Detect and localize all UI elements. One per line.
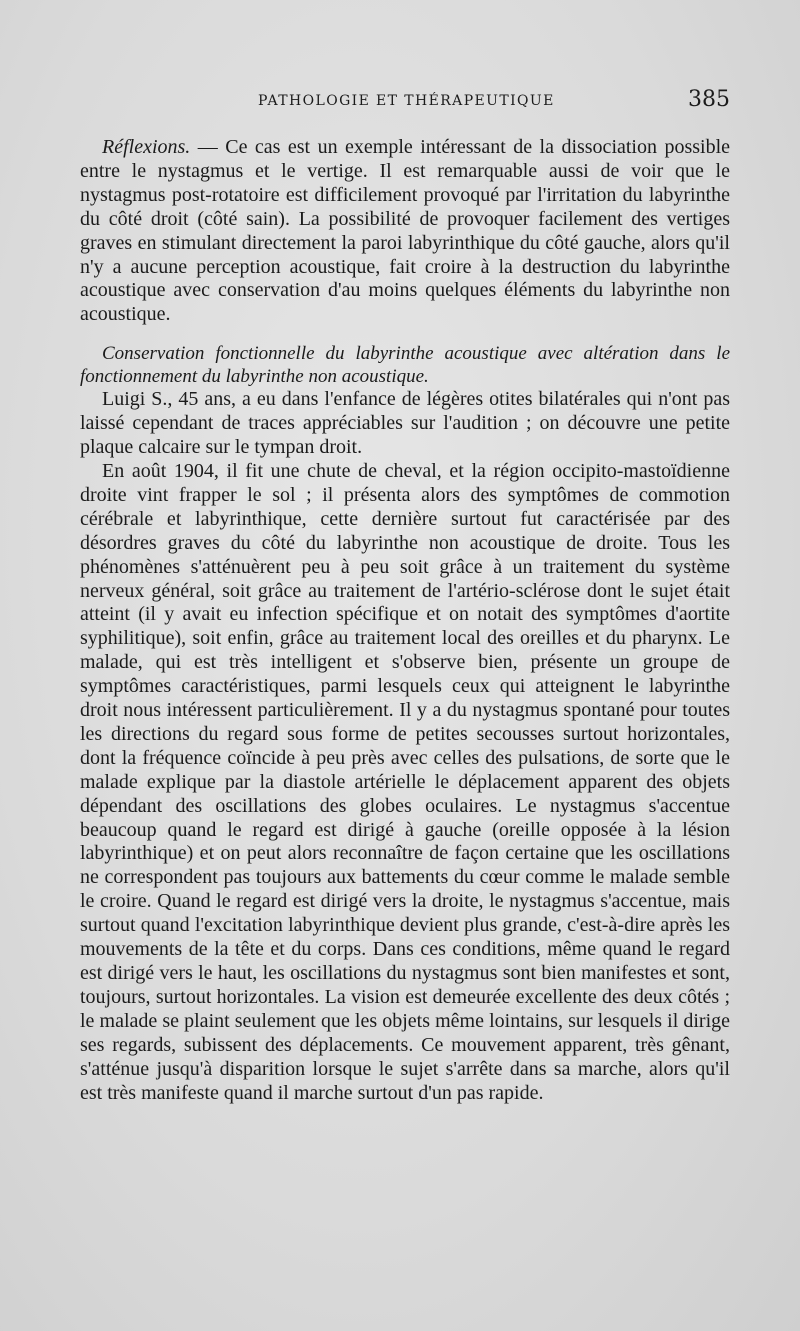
reflexions-text: — Ce cas est un exemple intéressant de la dissociation possible entre le nystagmus et le vertige. Il est remarquable aussi de voir que le nystagmus post-rotatoire est difficilement provoqué par l'irritation du labyrinthe du côté droit (côté sain). La possibilité de provoquer facilement des vertiges graves en stimulant directement la paroi labyrinthique du côté gauche, alors qu'il n'y a aucune perception acoustique, fait croire à la destruction du labyrinthe acoustique avec conservation d'au moins quelques éléments du labyrinthe non acoustique. <box>80 136 730 326</box>
page-number: 385 <box>688 87 730 112</box>
body-text <box>80 136 730 1105</box>
case-history-paragraph: En août 1904, il fit une chute de cheval, et la région occipito-mastoïdienne droite vint frapper le sol ; il présenta alors des symptômes de commotion cérébrale et labyrinthique, cette dernière surtout fut caractérisée par des désordres graves du côté du labyrinthe non acoustique de droite. Tous les phénomènes s'atténuèrent peu à peu soit grâce à un traitement du système nerveux général, soit grâce au traitement de l'artério-sclérose dont le sujet était atteint (il y avait eu infection spécifique et on notait des symptômes d'aortite syphilitique), soit enfin, grâce au traitement local des oreilles et du pharynx. Le malade, qui est très intelligent et s'observe bien, présente un groupe de symptômes caractéristiques, parmi lesquels ceux qui atteignent le labyrinthe droit nous intéressent particulièrement. Il y a du nystagmus spontané pour toutes les directions du regard sous forme de petites secousses surtout horizontales, dont la fréquence coïncide à peu près avec celles des pulsations, de sorte que le malade explique par la diastole artérielle le déplacement apparent des objets dépendant des oscillations des globes oculaires. Le nystagmus s'accentue beaucoup quand le regard est dirigé à gauche (oreille opposée à la lésion labyrinthique) et on peut alors reconnaître de façon certaine que les oscillations ne correspondent pas toujours aux battements du cœur comme le malade semble le croire. Quand le regard est dirigé vers la droite, le nystagmus s'accentue, mais surtout quand l'excitation labyrinthique devient plus grande, c'est-à-dire après les mouvements de la tête et du corps. Dans ces conditions, même quand le regard est dirigé vers le haut, les oscillations du nystagmus sont bien manifestes et sont, toujours, surtout horizontales. La vision est demeurée excellente des deux côtés ; le malade se plaint seulement que les objets même lointains, sur lesquels il dirige ses regards, subissent des déplacements. Ce mouvement apparent, très gênant, s'atténue jusqu'à disparition lorsque le sujet s'arrête dans sa marche, alors qu'il est très manifeste quand il marche surtout d'un pas rapide. <box>80 459 730 1104</box>
case-intro-paragraph: Luigi S., 45 ans, a eu dans l'enfance de légères otites bilatérales qui n'ont pas laissé cependant de traces appréciables sur l'audition ; on découvre une petite plaque calcaire sur le tympan droit. <box>80 388 730 459</box>
reflexions-lead: Réflexions. <box>102 136 191 158</box>
page-header <box>80 87 730 123</box>
section-heading: Conservation fonctionnelle du labyrinthe acoustique avec altération dans le fonctionnement du labyrinthe non acoustique. <box>80 343 730 387</box>
reflexions-paragraph <box>80 136 730 327</box>
running-title: PATHOLOGIE ET THÉRAPEUTIQUE <box>258 93 555 109</box>
